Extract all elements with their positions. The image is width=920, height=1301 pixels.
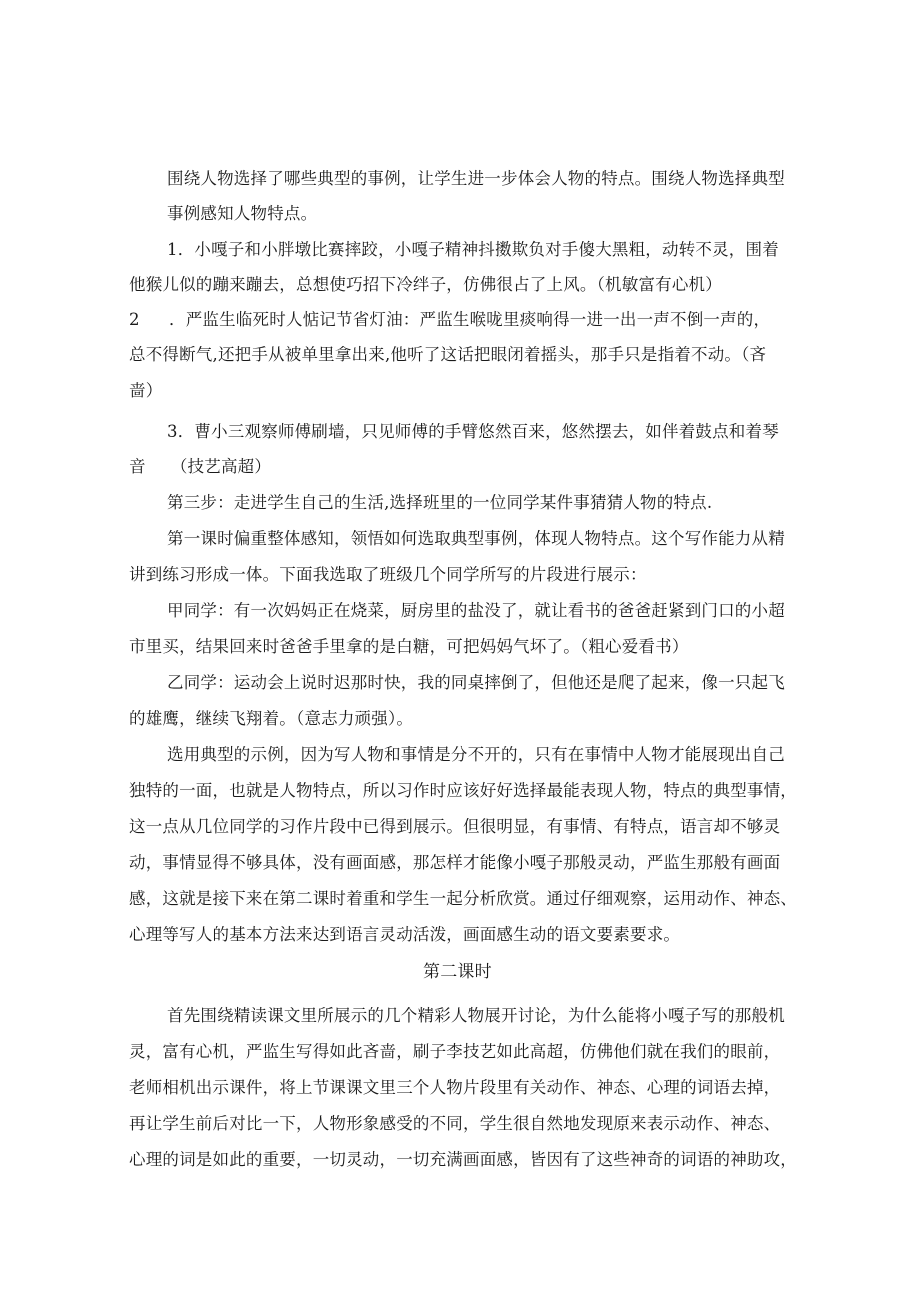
paragraph-line: 独特的一面，也就是人物特点，所以习作时应该好好选择最能表现人物，特点的典型事情， — [129, 781, 797, 800]
student-b-excerpt: 乙同学：运动会上说时迟那时快，我的同桌摔倒了，但他还是爬了起来，像一只起飞 — [167, 673, 785, 692]
step-three: 第三步：走进学生自己的生活,选择班里的一位同学某件事猜猜人物的特点. — [167, 493, 713, 512]
paragraph-line: 选用典型的示例，因为写人物和事情是分不开的，只有在事情中人物才能展现出自己 — [167, 745, 785, 764]
student-a-excerpt: 市里买，结果回来时爸爸手里拿的是白糖，可把妈妈气坏了。（粗心爱看书） — [129, 637, 689, 656]
section-heading: 第二课时 — [423, 962, 492, 982]
paragraph-line: 灵，富有心机，严监生写得如此吝啬，刷子李技艺如此高超，仿佛他们就在我们的眼前， — [129, 1042, 781, 1061]
list-item-2: ．严监生临死时人惦记节省灯油：严监生喉咙里痰响得一进一出一声不倒一声的， — [169, 310, 771, 329]
paragraph-line: 动，事情显得不够具体，没有画面感，那怎样才能像小嘎子那般灵动，严监生那般有画面 — [129, 853, 781, 872]
paragraph-line: 感，这就是接下来在第二课时着重和学生一起分析欣赏。通过仔细观察，运用动作、神态、 — [129, 889, 797, 908]
paragraph-line: 事例感知人物特点。 — [167, 204, 318, 223]
list-item-3-cont: 音 （技艺高超） — [129, 457, 272, 476]
list-item-1: 1．小嘎子和小胖墩比赛摔跤，小嘎子精神抖擞欺负对手傻大黑粗，动转不灵，围着 — [167, 240, 779, 259]
list-item-2-number: 2 — [129, 310, 140, 329]
paragraph-line: 心理等写人的基本方法来达到语言灵动活泼，画面感生动的语文要素要求。 — [129, 925, 681, 944]
paragraph-line: 讲到练习形成一体。下面我选取了班级几个同学所写的片段进行展示： — [129, 565, 647, 584]
list-item-2-cont: 总不得断气,还把手从被单里拿出来,他听了这话把眼闭着摇头，那手只是指着不动。（吝 — [129, 345, 767, 364]
list-item-3: 3．曹小三观察师傅刷墙，只见师傅的手臂悠然百来，悠然摆去，如伴着鼓点和着琴 — [167, 422, 779, 441]
paragraph-line: 围绕人物选择了哪些典型的事例，让学生进一步体会人物的特点。围绕人物选择典型 — [167, 169, 785, 188]
student-a-excerpt: 甲同学：有一次妈妈正在烧菜，厨房里的盐没了，就让看书的爸爸赶紧到门口的小超 — [167, 601, 785, 620]
paragraph-line: 这一点从几位同学的习作片段中已得到展示。但很明显，有事情、有特点，语言却不够灵 — [129, 817, 781, 836]
paragraph-line: 再让学生前后对比一下，人物形象感受的不同，学生很自然地发现原来表示动作、神态、 — [129, 1114, 781, 1133]
paragraph-line: 心理的词是如此的重要，一切灵动，一切充满画面感，皆因有了这些神奇的词语的神助攻， — [129, 1150, 797, 1169]
paragraph-line: 首先围绕精读课文里所展示的几个精彩人物展开讨论，为什么能将小嘎子写的那般机 — [167, 1006, 785, 1025]
paragraph-line: 第一课时偏重整体感知，领悟如何选取典型事例，体现人物特点。这个写作能力从精 — [167, 529, 785, 548]
paragraph-line: 老师相机出示课件，将上节课课文里三个人物片段里有关动作、神态、心理的词语去掉， — [129, 1078, 781, 1097]
list-item-1-cont: 他猴儿似的蹦来蹦去，总想使巧招下冷绊子，仿佛很占了上风。（机敏富有心机） — [129, 275, 722, 294]
list-item-2-cont: 啬） — [129, 381, 163, 400]
student-b-excerpt: 的雄鹰，继续飞翔着。（意志力顽强）。 — [129, 709, 414, 728]
